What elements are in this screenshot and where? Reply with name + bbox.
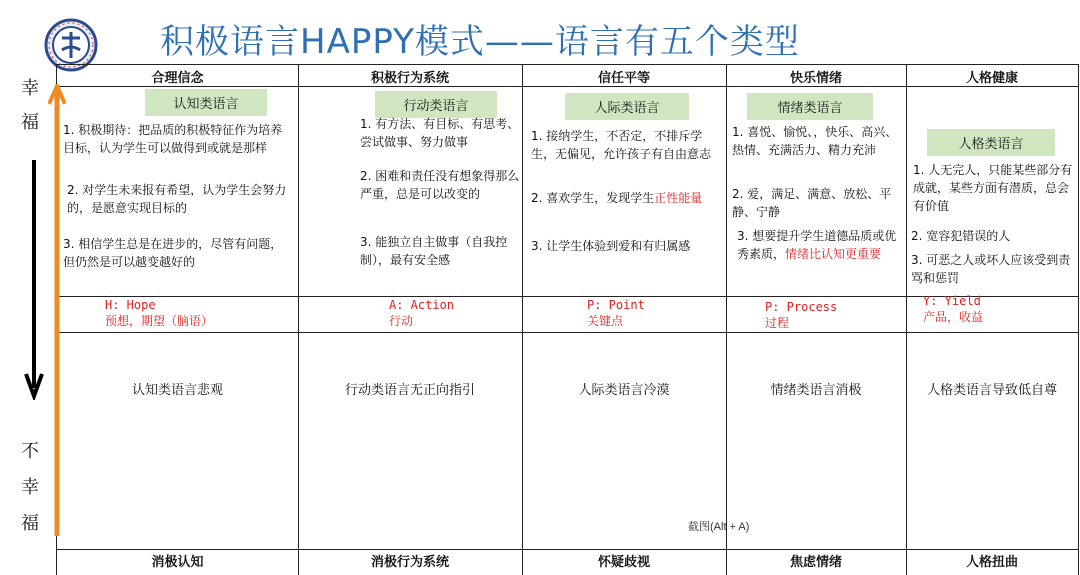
screenshot-tooltip: 截图(Alt + A) <box>688 521 750 533</box>
list-item: 3. 能独立自主做事（自我控制），最有安全感 <box>360 235 508 267</box>
happy-letter: P: Point <box>587 298 645 312</box>
column-header: 信任平等 <box>597 71 650 86</box>
divider <box>57 549 1079 550</box>
divider <box>57 86 1079 87</box>
letter-meaning: 预想，期望（脑语） <box>105 314 214 328</box>
column-header: 积极行为系统 <box>370 71 449 86</box>
side-char: 幸 <box>21 78 39 99</box>
list-item: 3. 让学生体验到爱和有归属感 <box>531 239 691 253</box>
side-char: 福 <box>21 513 39 534</box>
list-item: 1. 有方法、有目标、有思考、尝试做事、努力做事 <box>360 117 520 149</box>
page-title: 积极语言HAPPY模式——语言有五个类型 <box>160 22 800 62</box>
divider <box>906 65 907 575</box>
divider <box>57 332 1079 333</box>
letter-meaning: 产品，收益 <box>923 310 984 324</box>
list-item: 2. 对学生未来报有希望，认为学生会努力的，是愿意实现目标的 <box>67 183 287 215</box>
list-item <box>531 189 723 207</box>
list-item: 2. 困难和责任没有想象得那么严重，总是可以改变的 <box>360 169 520 201</box>
highlight-text: 正性能量 <box>654 191 703 205</box>
letter-meaning: 过程 <box>765 316 790 330</box>
negative-label: 认知类语言悲观 <box>131 383 223 398</box>
category-tag: 人格类语言 <box>927 129 1055 156</box>
list-item: 1. 人无完人，只能某些部分有成就，某些方面有潜质，总会有价值 <box>913 163 1073 213</box>
down-arrow-icon <box>24 160 44 400</box>
column-footer: 怀疑歧视 <box>597 555 650 570</box>
category-tag: 认知类语言 <box>145 89 267 116</box>
happy-letter: Y: Yield <box>923 294 981 308</box>
negative-label: 行动类语言无正向指引 <box>344 383 475 398</box>
happy-letter: P: Process <box>765 300 838 314</box>
list-item: 1. 接纳学生，不否定，不排斥学生，无偏见，允许孩子有自由意志 <box>531 129 712 161</box>
list-item: 1. 喜悦、愉悦、，快乐、高兴、热情、充满活力、精力充沛 <box>732 125 898 157</box>
column-footer: 焦虑情绪 <box>789 555 842 570</box>
divider <box>726 65 727 575</box>
happy-letter: H: Hope <box>105 298 156 312</box>
negative-label: 情绪类语言消极 <box>770 383 862 398</box>
list-item <box>737 227 903 263</box>
column-header: 人格健康 <box>965 71 1018 86</box>
item-text: 3. 想要提升学生道德品质或优秀素质， <box>737 229 897 261</box>
negative-label: 人际类语言冷漠 <box>578 383 670 398</box>
column-header: 合理信念 <box>151 71 204 86</box>
letter-meaning: 行动 <box>389 314 414 328</box>
column-footer: 消极认知 <box>151 555 204 570</box>
up-arrow-icon <box>48 84 66 536</box>
category-tag: 人际类语言 <box>565 93 689 120</box>
divider <box>522 65 523 575</box>
side-label-happy <box>18 72 42 140</box>
happy-table <box>56 64 1079 575</box>
list-item: 1. 积极期待：把品质的积极特征作为培养目标，认为学生可以做得到或就是那样 <box>63 123 283 155</box>
side-label-unhappy <box>18 434 42 542</box>
column-footer: 人格扭曲 <box>965 555 1018 570</box>
list-item: 3. 可恶之人或坏人应该受到责骂和惩罚 <box>911 253 1071 285</box>
side-char: 幸 <box>21 477 39 498</box>
happy-letter: A: Action <box>389 298 455 312</box>
category-tag: 情绪类语言 <box>747 93 873 120</box>
divider <box>298 65 299 575</box>
side-char: 福 <box>21 112 39 133</box>
negative-label: 人格类语言导致低自尊 <box>926 383 1057 398</box>
divider <box>1078 65 1079 575</box>
letter-meaning: 关键点 <box>587 314 624 328</box>
column-footer: 消极行为系统 <box>370 555 449 570</box>
side-char: 不 <box>21 441 39 462</box>
list-item: 3. 相信学生总是在进步的，尽管有问题，但仍然是可以越变越好的 <box>63 237 283 269</box>
list-item: 2. 爱，满足、满意、放松、平静、宁静 <box>732 187 892 219</box>
item-text: 2. 喜欢学生，发现学生 <box>531 191 655 205</box>
category-tag: 行动类语言 <box>375 91 497 118</box>
list-item: 2. 宽容犯错误的人 <box>911 229 1011 243</box>
column-header: 快乐情绪 <box>789 71 842 86</box>
highlight-text: 情绪比认知更重要 <box>785 247 882 261</box>
